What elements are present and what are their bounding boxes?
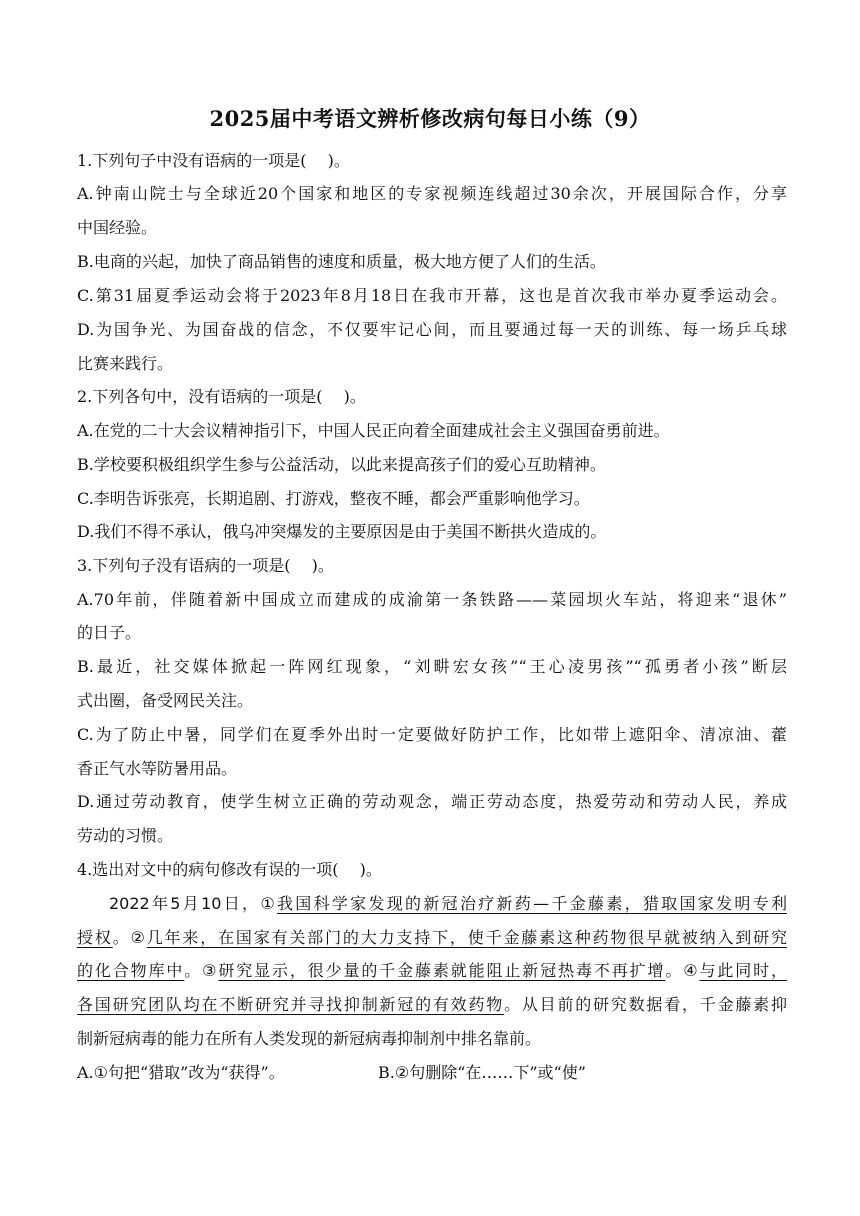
question-4-option-a: A.①句把“猎取”改为“获得”。 <box>77 1063 285 1082</box>
underlined-sentence-2: 几年来，在国家有关部门的大力支持下，使千金藤素这种药物很早就被纳入到研究 <box>146 928 787 947</box>
question-1-option-b: B.电商的兴起，加快了商品销售的速度和质量，极大地方便了人们的生活。 <box>77 252 606 271</box>
question-2-stem: 2.下列各句中，没有语病的一项是( )。 <box>77 387 366 406</box>
underlined-sentence-1-cont: 授权 <box>77 928 113 947</box>
question-1-option-d: D.为国争光、为国奋战的信念，不仅要牢记心间，而且要通过每一天的训练、每一场乒乓球 <box>77 320 787 339</box>
passage-line-5: 制新冠病毒的能力在所有人类发现的新冠病毒抑制剂中排名靠前。 <box>77 1029 542 1048</box>
question-3-option-b: B.最近，社交媒体掀起一阵网红现象，“刘畊宏女孩”“王心凌男孩”“孤勇者小孩”断层 <box>77 657 787 676</box>
underlined-sentence-4: 与此同时， <box>699 961 787 980</box>
question-3-option-c-cont: 香正气水等防暑用品。 <box>77 759 238 778</box>
question-4-stem: 4.选出对文中的病句修改有误的一项( )。 <box>77 860 382 879</box>
question-3-option-c: C.为了防止中暑，同学们在夏季外出时一定要做好防护工作，比如带上遮阳伞、清凉油、藿 <box>77 725 787 744</box>
question-1-stem: 1.下列句子中没有语病的一项是( )。 <box>77 151 350 170</box>
question-1-option-a-cont: 中国经验。 <box>77 218 158 237</box>
passage-text: 2022年5月10日，① <box>109 894 277 913</box>
passage-line-1 <box>109 891 787 914</box>
question-2-option-b: B.学校要积极组织学生参与公益活动，以此来提高孩子们的爱心互助精神。 <box>77 455 606 474</box>
underlined-sentence-1: 我国科学家发现的新冠治疗新药—千金藤素，猎取国家发明专利 <box>276 894 787 913</box>
passage-line-4 <box>77 992 787 1015</box>
passage-text: 。④ <box>665 961 700 980</box>
question-2-option-a: A.在党的二十大会议精神指引下，中国人民正向着全面建成社会主义强国奋勇前进。 <box>77 421 670 440</box>
question-3-option-d-cont: 劳动的习惯。 <box>77 826 174 845</box>
passage-text: 。从目前的研究数据看，千金藤素抑 <box>504 995 787 1014</box>
question-3-option-b-cont: 式出圈，备受网民关注。 <box>77 691 254 710</box>
underlined-sentence-4-cont: 各国研究团队均在不断研究并寻找抑制新冠的有效药物 <box>77 995 505 1014</box>
question-3-option-a-cont: 的日子。 <box>77 623 142 642</box>
question-1-option-d-cont: 比赛来践行。 <box>77 354 174 373</box>
question-1-option-c: C.第31届夏季运动会将于2023年8月18日在我市开幕，这也是首次我市举办夏季运动会。 <box>77 286 787 305</box>
passage-text: 。③ <box>184 961 219 980</box>
passage-line-3 <box>77 958 787 981</box>
question-3-option-a: A.70年前，伴随着新中国成立而建成的成渝第一条铁路——菜园坝火车站，将迎来“退休” <box>77 590 787 609</box>
underlined-sentence-3: 研究显示，很少量的千金藤素就能阻止新冠热毒不再扩增 <box>218 961 666 980</box>
question-2-option-c: C.李明告诉张亮，长期追剧、打游戏，整夜不睡，都会严重影响他学习。 <box>77 489 590 508</box>
question-2-option-d: D.我们不得不承认，俄乌冲突爆发的主要原因是由于美国不断拱火造成的。 <box>77 522 607 541</box>
question-3-stem: 3.下列句子没有语病的一项是( )。 <box>77 556 334 575</box>
passage-text: 。② <box>112 928 147 947</box>
question-4-option-b: B.②句删除“在……下”或“使” <box>378 1063 586 1082</box>
question-1-option-a: A.钟南山院士与全球近20个国家和地区的专家视频连线超过30余次，开展国际合作，分享 <box>77 184 787 203</box>
question-3-option-d: D.通过劳动教育，使学生树立正确的劳动观念，端正劳动态度，热爱劳动和劳动人民，养成 <box>77 792 787 811</box>
underlined-sentence-2-cont: 的化合物库中 <box>77 961 185 980</box>
passage-line-2 <box>77 925 787 948</box>
page-title: 2025届中考语文辨析修改病句每日小练（9） <box>209 106 651 131</box>
